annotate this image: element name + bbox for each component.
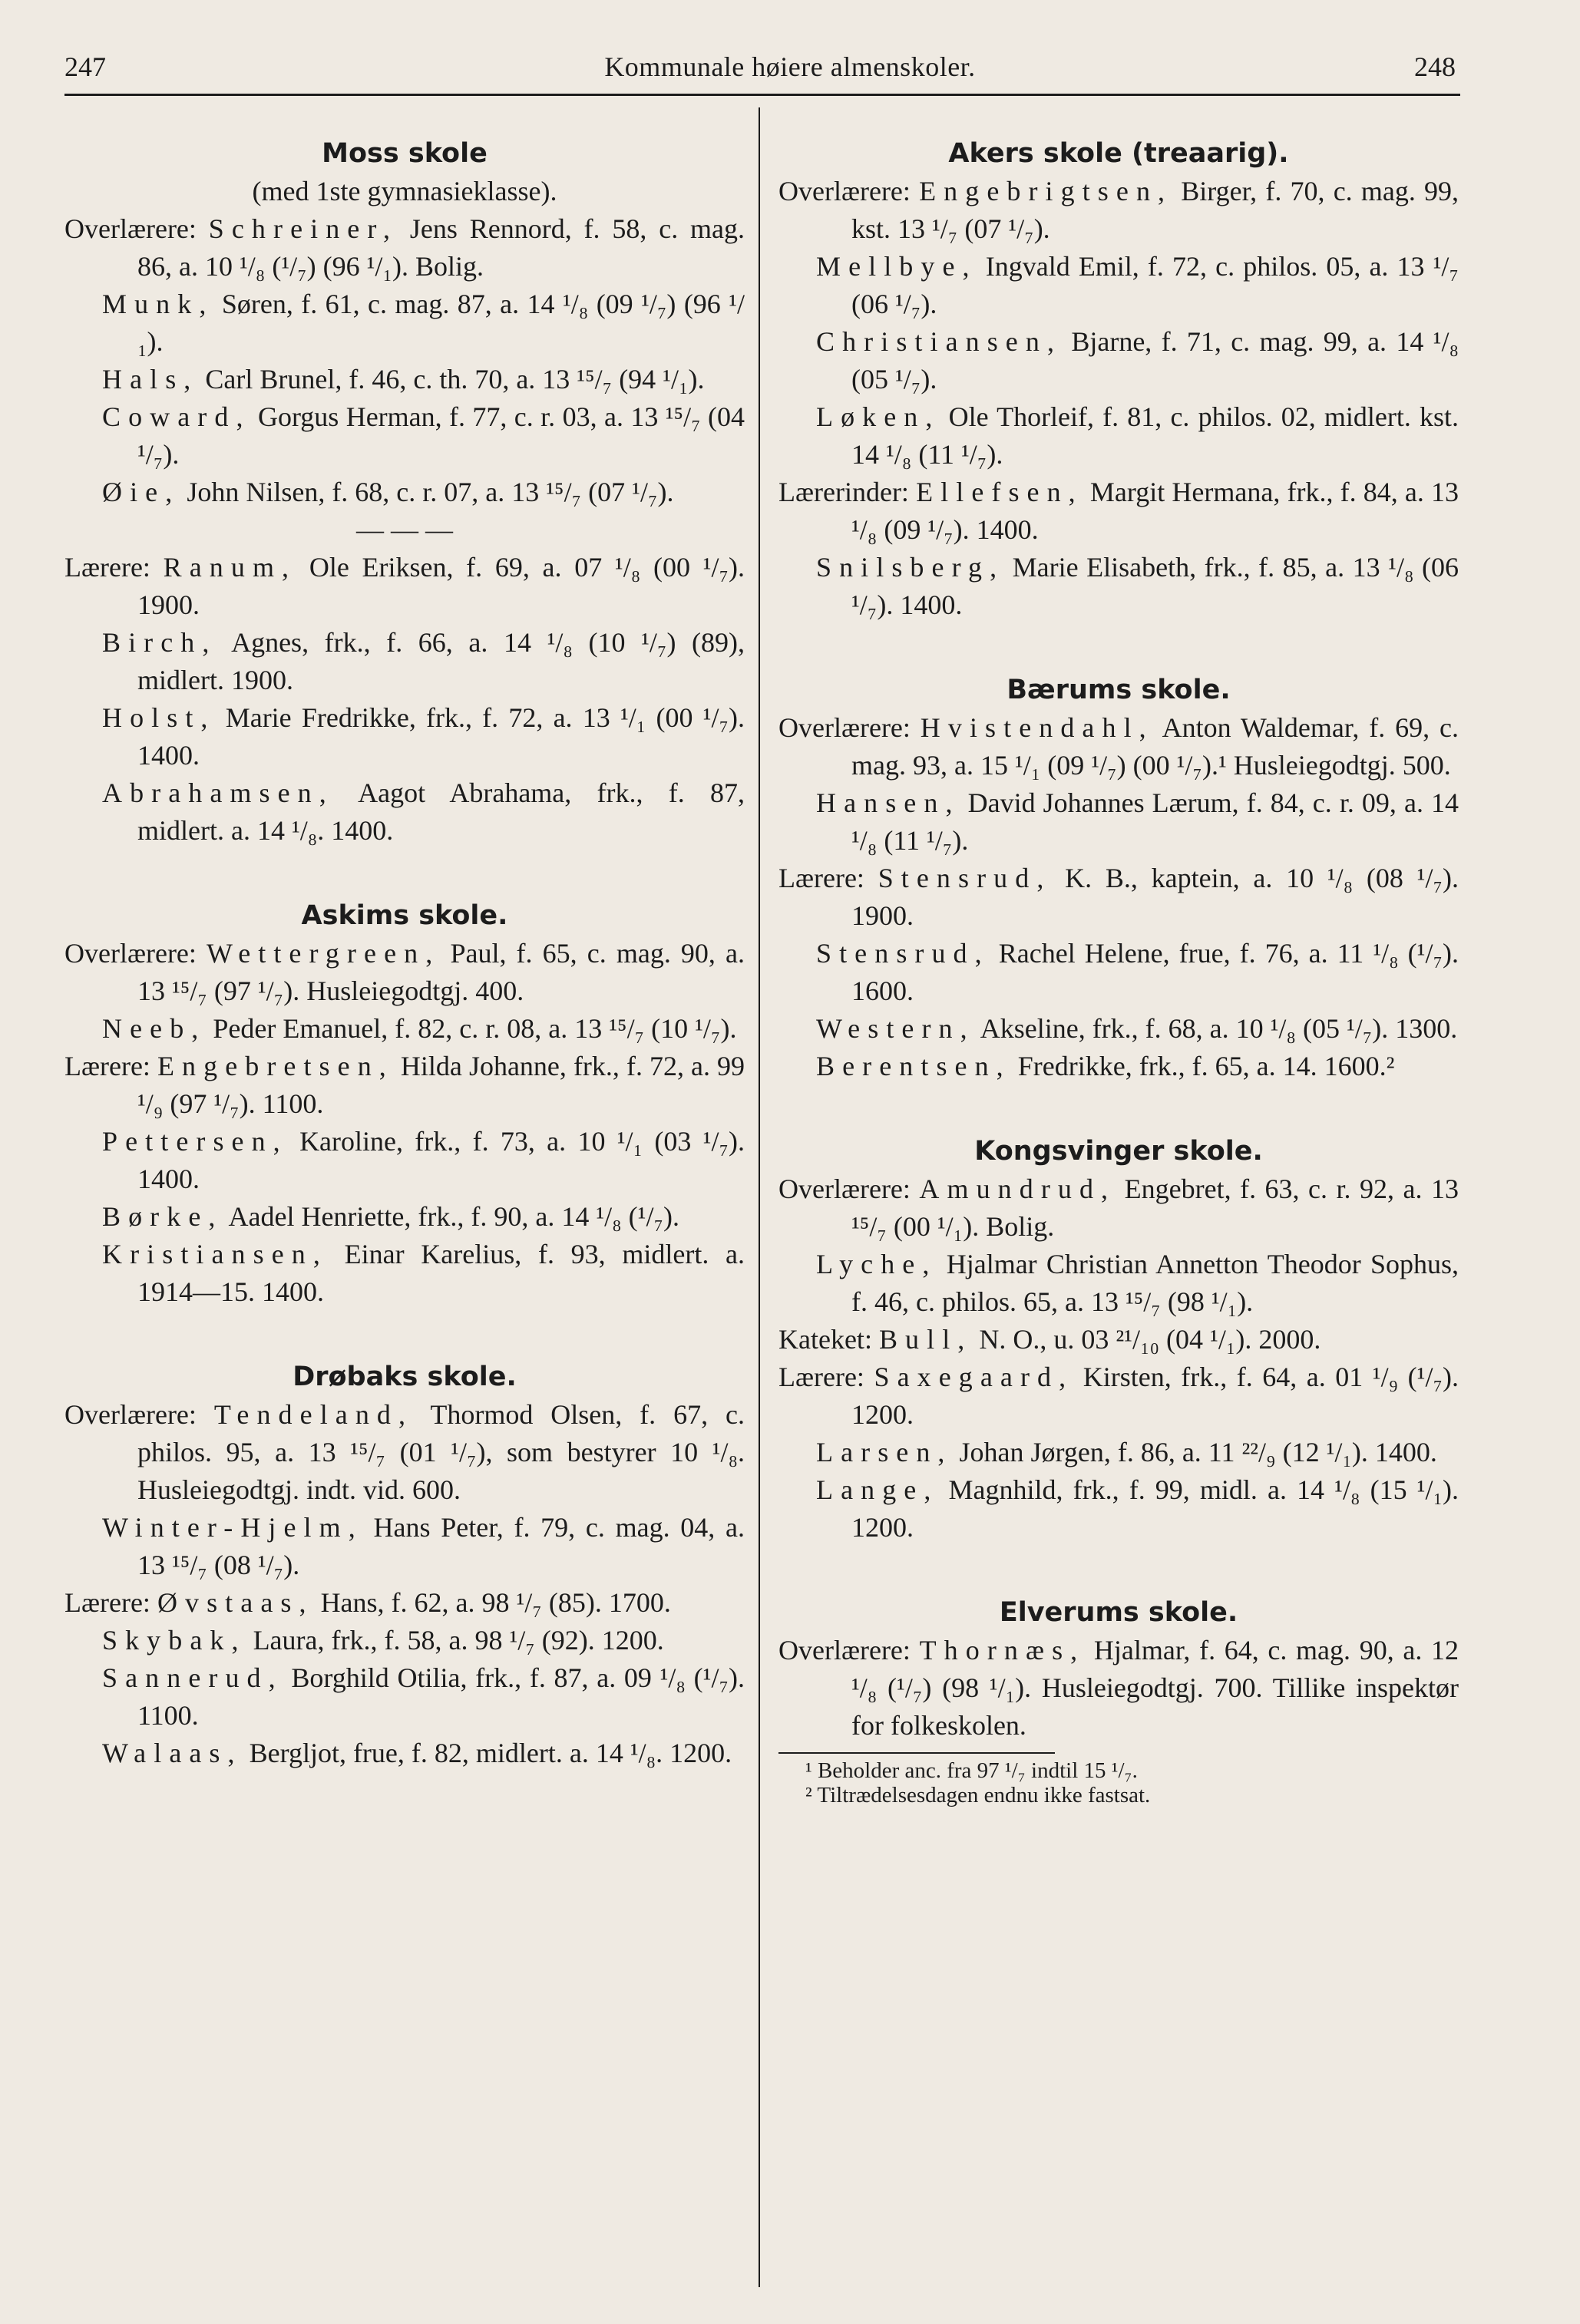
staff-details: Søren, f. 61, c. mag. 87, a. 14 ¹/₈ (09 ¹/₇) (96 ¹/₁). — [137, 289, 745, 357]
moss-skole-section — [64, 135, 745, 850]
section-heading: Bærums skole. — [1007, 675, 1231, 705]
staff-details: Agnes, frk., f. 66, a. 14 ¹/₈ (10 ¹/₇) (89), midlert. 1900. — [137, 627, 745, 695]
staff-entry — [64, 1509, 745, 1584]
staff-details: Hjalmar Christian Annetton Theodor Sophus, f. 46, c. philos. 65, a. 13 ¹⁵/₇ (98 ¹/₁). — [851, 1249, 1459, 1317]
staff-entry — [64, 1123, 745, 1198]
staff-details: K. B., kaptein, a. 10 ¹/₈ (08 ¹/₇). 1900. — [851, 863, 1459, 931]
staff-surname: Tendeland, — [213, 1399, 414, 1430]
staff-details: Akseline, frk., f. 68, a. 10 ¹/₈ (05 ¹/₇). 1300. — [980, 1013, 1458, 1044]
section-heading: Kongsvinger skole. — [974, 1136, 1263, 1167]
drobaks-skole-section — [64, 1358, 745, 1772]
staff-details: Birger, f. 70, c. mag. 99, kst. 13 ¹/₇ (07 ¹/₇). — [851, 176, 1459, 244]
staff-details: Peder Emanuel, f. 82, c. r. 08, a. 13 ¹⁵/₇ (10 ¹/₇). — [213, 1013, 737, 1044]
staff-details: Ole Eriksen, f. 69, a. 07 ¹/₈ (00 ¹/₇). 1900. — [137, 552, 745, 620]
running-header — [0, 49, 1580, 95]
staff-surname: Ellefsen, — [916, 477, 1083, 507]
staff-details: Ole Thorleif, f. 81, c. philos. 02, midlert. kst. 14 ¹/₈ (11 ¹/₇). — [851, 401, 1459, 470]
staff-details: Laura, frk., f. 58, a. 98 ¹/₇ (92). 1200. — [253, 1625, 664, 1656]
staff-details: Johan Jørgen, f. 86, a. 11 ²²/₉ (12 ¹/₁). 1400. — [959, 1437, 1437, 1467]
staff-details: Jens Rennord, f. 58, c. mag. 86, a. 10 ¹/₈ (¹/₇) (96 ¹/₁). Bolig. — [137, 213, 745, 282]
staff-surname: Ranum, — [163, 552, 297, 583]
staff-details: Thormod Olsen, f. 67, c. philos. 95, a. 13 ¹⁵/₇ (01 ¹/₇), som bestyrer 10 ¹/₈. Husleiegodtgj. indt. vid. 600. — [137, 1399, 745, 1505]
staff-surname: Engebrigtsen, — [919, 176, 1173, 206]
footnote-1: ¹ Beholder anc. fra 97 ¹/₇ indtil 15 ¹/₇. — [805, 1758, 1138, 1783]
running-title: Kommunale høiere almenskoler. — [604, 51, 976, 82]
staff-details: Hans Peter, f. 79, c. mag. 04, a. 13 ¹⁵/₇ (08 ¹/₇). — [137, 1512, 745, 1580]
staff-surname: Thornæs, — [919, 1635, 1086, 1665]
role-label: Overlærere: — [64, 213, 197, 244]
staff-entry — [64, 361, 745, 398]
staff-entry — [64, 935, 745, 1010]
staff-entry — [778, 1632, 1459, 1745]
staff-surname: Walaas, — [102, 1738, 243, 1768]
akers-skole-section — [778, 135, 1459, 624]
role-label: Overlærere: — [778, 1635, 911, 1665]
staff-details: Paul, f. 65, c. mag. 90, a. 13 ¹⁵/₇ (97 ¹/₇). Husleiegodtgj. 400. — [137, 938, 745, 1006]
page-number-left: 247 — [64, 51, 106, 82]
staff-details: Bergljot, frue, f. 82, midlert. a. 14 ¹/₈. 1200. — [249, 1738, 732, 1768]
staff-surname: Pettersen, — [102, 1126, 288, 1157]
staff-entry — [64, 624, 745, 699]
staff-entry — [64, 1396, 745, 1509]
elverums-skole-section — [778, 1594, 1459, 1745]
staff-entry — [778, 860, 1459, 935]
staff-surname: Engebretsen, — [157, 1051, 394, 1081]
staff-surname: Løken, — [816, 401, 940, 432]
staff-entry — [64, 1236, 745, 1311]
staff-surname: Lyche, — [816, 1249, 937, 1279]
staff-details: Hjalmar, f. 64, c. mag. 90, a. 12 ¹/₈ (¹/₇) (98 ¹/₁). Husleiegodtgj. 700. Tillike inspektør for folkeskolen. — [851, 1635, 1459, 1741]
role-label: Overlærere: — [778, 176, 911, 206]
section-subtitle: (med 1ste gymnasieklasse). — [252, 176, 557, 206]
staff-entry — [64, 774, 745, 850]
staff-surname: Snilsberg, — [816, 552, 1005, 583]
staff-surname: Munk, — [102, 289, 214, 319]
staff-details: Gorgus Herman, f. 77, c. r. 03, a. 13 ¹⁵/₇ (04 ¹/₇). — [137, 401, 745, 470]
kongsvinger-skole-section — [778, 1133, 1459, 1547]
staff-surname: Saxegaard, — [874, 1362, 1074, 1392]
staff-surname: Hansen, — [816, 787, 960, 818]
staff-entry — [778, 709, 1459, 784]
role-label: Lærerinder: — [778, 477, 909, 507]
role-label: Kateket: — [778, 1324, 872, 1355]
staff-entry — [778, 1358, 1459, 1434]
right-column — [778, 135, 1459, 1807]
staff-surname: Skybak, — [102, 1625, 246, 1656]
staff-entry — [778, 1048, 1459, 1085]
staff-entry — [778, 1246, 1459, 1321]
staff-entry — [778, 1321, 1459, 1358]
staff-entry — [64, 210, 745, 286]
footnote-2: ² Tiltrædelsesdagen endnu ikke fastsat. — [805, 1783, 1151, 1807]
staff-entry — [778, 398, 1459, 474]
askims-skole-section — [64, 897, 745, 1311]
staff-surname: Bull, — [878, 1324, 973, 1355]
staff-details: Marie Fredrikke, frk., f. 72, a. 13 ¹/₁ (00 ¹/₇). 1400. — [137, 702, 745, 771]
staff-entry — [778, 474, 1459, 549]
section-heading: Akers skole (treaarig). — [948, 138, 1289, 169]
staff-entry — [64, 1659, 745, 1735]
staff-surname: Lange, — [816, 1474, 939, 1505]
staff-surname: Abrahamsen, — [102, 777, 334, 808]
staff-details: Carl Brunel, f. 46, c. th. 70, a. 13 ¹⁵/₇ (94 ¹/₁). — [205, 364, 705, 394]
staff-details: Aagot Abrahama, frk., f. 87, midlert. a. 14 ¹/₈. 1400. — [137, 777, 745, 846]
staff-surname: Stensrud, — [878, 863, 1052, 893]
staff-surname: Amundrud, — [919, 1174, 1116, 1204]
footnote-rule — [778, 1752, 1055, 1754]
staff-details: Hans, f. 62, a. 98 ¹/₇ (85). 1700. — [320, 1587, 671, 1618]
staff-details: Bjarne, f. 71, c. mag. 99, a. 14 ¹/₈ (05 ¹/₇). — [851, 326, 1459, 394]
staff-entry — [64, 286, 745, 361]
staff-details: Ingvald Emil, f. 72, c. philos. 05, a. 13 ¹/₇ (06 ¹/₇). — [851, 251, 1459, 319]
staff-details: Magnhild, frk., f. 99, midl. a. 14 ¹/₈ (15 ¹/₁). 1200. — [851, 1474, 1459, 1543]
baerums-skole-section — [778, 672, 1459, 1085]
staff-entry — [64, 1622, 745, 1659]
staff-surname: Wettergreen, — [207, 938, 441, 969]
staff-surname: Mellbye, — [816, 251, 977, 282]
staff-details: N. O., u. 03 ²¹/₁₀ (04 ¹/₁). 2000. — [979, 1324, 1321, 1355]
staff-entry — [64, 398, 745, 474]
staff-details: Marie Elisabeth, frk., f. 85, a. 13 ¹/₈ (06 ¹/₇). 1400. — [851, 552, 1459, 620]
staff-entry — [778, 1170, 1459, 1246]
staff-surname: Stensrud, — [816, 938, 990, 969]
staff-entry — [778, 1471, 1459, 1547]
staff-details: Anton Waldemar, f. 69, c. mag. 93, a. 15 ¹/₁ (09 ¹/₇) (00 ¹/₇).¹ Husleiegodtgj. 500. — [851, 712, 1459, 781]
staff-entry — [778, 248, 1459, 323]
section-heading: Moss skole — [322, 138, 488, 169]
staff-details: Aadel Henriette, frk., f. 90, a. 14 ¹/₈ (¹/₇). — [228, 1201, 679, 1232]
staff-entry — [778, 323, 1459, 398]
role-label: Overlærere: — [778, 712, 911, 743]
staff-details: Engebret, f. 63, c. r. 92, a. 13 ¹⁵/₇ (00 ¹/₁). Bolig. — [851, 1174, 1459, 1242]
staff-surname: Sannerud, — [102, 1662, 283, 1693]
staff-entry — [64, 1735, 745, 1772]
staff-surname: Hals, — [102, 364, 199, 394]
section-heading: Drøbaks skole. — [293, 1362, 517, 1392]
staff-surname: Western, — [816, 1013, 975, 1044]
staff-details: Karoline, frk., f. 73, a. 10 ¹/₁ (03 ¹/₇). 1400. — [137, 1126, 745, 1194]
staff-details: John Nilsen, f. 68, c. r. 07, a. 13 ¹⁵/₇ (07 ¹/₇). — [187, 477, 674, 507]
role-label: Lærere: — [64, 1051, 150, 1081]
role-label: Overlærere: — [778, 1174, 911, 1204]
staff-entry — [778, 173, 1459, 248]
role-label: Overlærere: — [64, 938, 197, 969]
column-divider — [759, 107, 760, 2287]
staff-entry — [64, 549, 745, 624]
header-rule — [64, 94, 1460, 96]
role-label: Lærere: — [64, 1587, 150, 1618]
staff-surname: Hvistendahl, — [920, 712, 1154, 743]
left-column — [64, 135, 745, 1772]
staff-surname: Øie, — [102, 477, 180, 507]
role-label: Lærere: — [778, 863, 864, 893]
staff-details: Margit Hermana, frk., f. 84, a. 13 ¹/₈ (09 ¹/₇). 1400. — [851, 477, 1459, 545]
staff-entry — [64, 1010, 745, 1048]
staff-surname: Holst, — [102, 702, 216, 733]
staff-surname: Øvstaas, — [157, 1587, 314, 1618]
staff-entry — [778, 549, 1459, 624]
staff-surname: Christiansen, — [816, 326, 1063, 357]
staff-entry — [778, 935, 1459, 1010]
staff-entry — [64, 1048, 745, 1123]
staff-entry — [64, 699, 745, 774]
staff-surname: Coward, — [102, 401, 251, 432]
staff-details: Hilda Johanne, frk., f. 72, a. 99 ¹/₉ (97 ¹/₇). 1100. — [137, 1051, 745, 1119]
staff-entry — [64, 474, 745, 511]
staff-entry — [778, 1010, 1459, 1048]
staff-surname: Larsen, — [816, 1437, 953, 1467]
section-heading: Elverums skole. — [999, 1597, 1238, 1628]
staff-details: Rachel Helene, frue, f. 76, a. 11 ¹/₈ (¹/₇). 1600. — [851, 938, 1459, 1006]
staff-surname: Berentsen, — [816, 1051, 1011, 1081]
separator-dashes: — — — — [356, 514, 453, 545]
staff-entry — [778, 784, 1459, 860]
role-label: Overlærere: — [64, 1399, 197, 1430]
staff-details: David Johannes Lærum, f. 84, c. r. 09, a. 14 ¹/₈ (11 ¹/₇). — [851, 787, 1459, 856]
role-label: Lærere: — [64, 552, 150, 583]
section-heading: Askims skole. — [301, 900, 508, 931]
staff-entry — [778, 1434, 1459, 1471]
role-label: Lærere: — [778, 1362, 864, 1392]
staff-surname: Schreiner, — [208, 213, 398, 244]
staff-surname: Neeb, — [102, 1013, 207, 1044]
staff-surname: Kristiansen, — [102, 1239, 328, 1269]
staff-surname: Winter-Hjelm, — [102, 1512, 363, 1543]
staff-details: Kirsten, frk., f. 64, a. 01 ¹/₉ (¹/₇). 1200. — [851, 1362, 1459, 1430]
staff-details: Fredrikke, frk., f. 65, a. 14. 1600.² — [1017, 1051, 1395, 1081]
staff-surname: Birch, — [102, 627, 217, 658]
staff-entry — [64, 1584, 745, 1622]
staff-details: Borghild Otilia, frk., f. 87, a. 09 ¹/₈ (¹/₇). 1100. — [137, 1662, 745, 1731]
staff-surname: Børke, — [102, 1201, 223, 1232]
staff-entry — [64, 1198, 745, 1236]
staff-details: Einar Karelius, f. 93, midlert. a. 1914—15. 1400. — [137, 1239, 745, 1307]
page-number-right: 248 — [1414, 51, 1456, 82]
